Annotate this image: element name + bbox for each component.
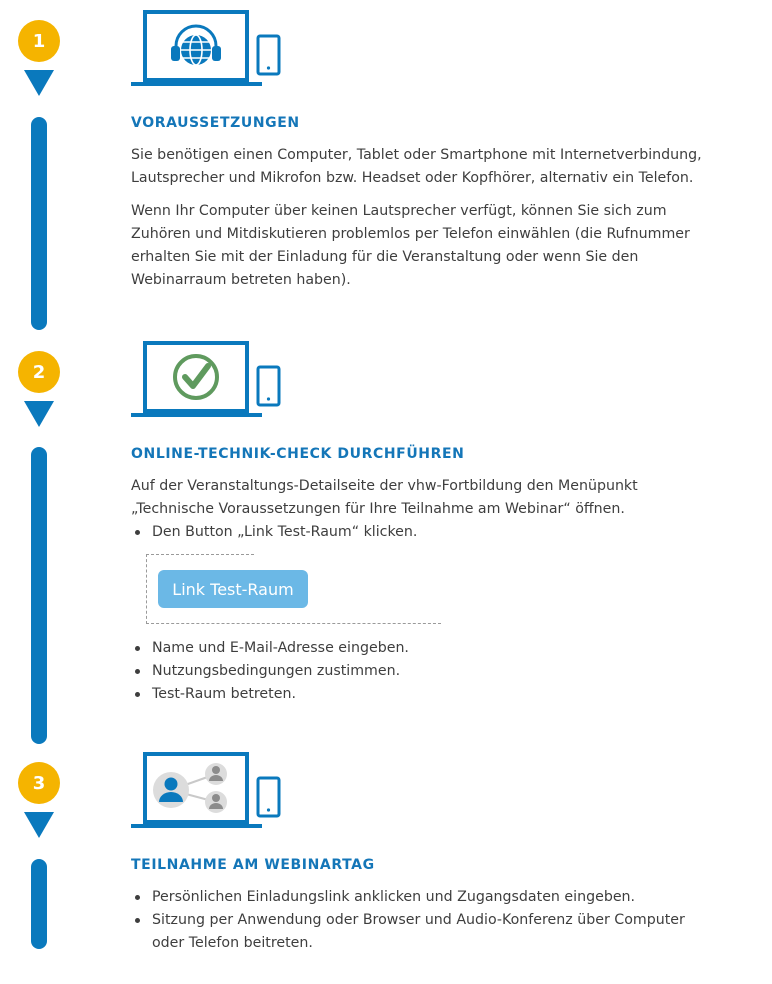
laptop-headset-globe-icon: [130, 8, 290, 90]
link-test-room-button[interactable]: Link Test-Raum: [158, 570, 308, 608]
step-3-bullets: [131, 886, 706, 955]
step-1-paragraph-2: Wenn Ihr Computer über keinen Lautsprecher verfügt, können Sie sich zum Zuhören und Mitdiskutieren problemlos per Telefon einwählen (die Rufnummer erhalten Sie mit der Einladung für die Veranstaltung oder wenn Sie den Webinarraum betreten haben).: [131, 203, 690, 288]
test-room-frame-bottom: [146, 623, 441, 624]
list-item: Test-Raum betreten.: [131, 683, 706, 706]
list-item: Persönlichen Einladungslink anklicken und Zugangsdaten eingeben.: [131, 886, 706, 909]
phone-icon: [258, 367, 279, 405]
step-3-arrow-icon: [24, 812, 54, 838]
step-3-heading: TEILNAHME AM WEBINARTAG: [131, 857, 375, 873]
test-room-frame-left: [146, 554, 147, 624]
list-item: Nutzungsbedingungen zustimmen.: [131, 660, 706, 683]
test-room-frame-top: [146, 554, 254, 555]
step-2-bullets-after: [131, 637, 706, 706]
step-1-heading: VORAUSSETZUNGEN: [131, 115, 300, 131]
step-1-paragraph-1: Sie benötigen einen Computer, Tablet oder Smartphone mit Internetverbindung, Lautsprecher und Mikrofon bzw. Headset oder Kopfhörer, alternativ ein Telefon.: [131, 147, 702, 186]
step-2-badge: 2: [18, 351, 60, 393]
phone-icon: [258, 778, 279, 816]
phone-icon: [258, 36, 279, 74]
step-2-intro: Auf der Veranstaltungs-Detailseite der vhw-Fortbildung den Menüpunkt „Technische Voraussetzungen für Ihre Teilnahme am Webinar“ öffnen.: [131, 478, 638, 517]
step-1-arrow-icon: [24, 70, 54, 96]
laptop-check-icon: [130, 339, 290, 421]
list-item: Name und E-Mail-Adresse eingeben.: [131, 637, 706, 660]
list-item: Sitzung per Anwendung oder Browser und Audio-Konferenz über Computer oder Telefon beitreten.: [131, 909, 706, 955]
step-2-heading: ONLINE-TECHNIK-CHECK DURCHFÜHREN: [131, 446, 465, 462]
step-2-bullets-before: [131, 521, 706, 544]
step-1-badge: 1: [18, 20, 60, 62]
step-3-timeline-bar: [31, 859, 47, 949]
laptop-network-icon: [130, 750, 290, 832]
headset-globe-icon: [171, 26, 221, 65]
step-3-badge: 3: [18, 762, 60, 804]
step-2-timeline-bar: [31, 447, 47, 744]
network-users-icon: [153, 763, 227, 813]
check-circle-icon: [175, 356, 217, 398]
list-item: Den Button „Link Test-Raum“ klicken.: [131, 521, 706, 544]
step-1-timeline-bar: [31, 117, 47, 330]
step-2-arrow-icon: [24, 401, 54, 427]
